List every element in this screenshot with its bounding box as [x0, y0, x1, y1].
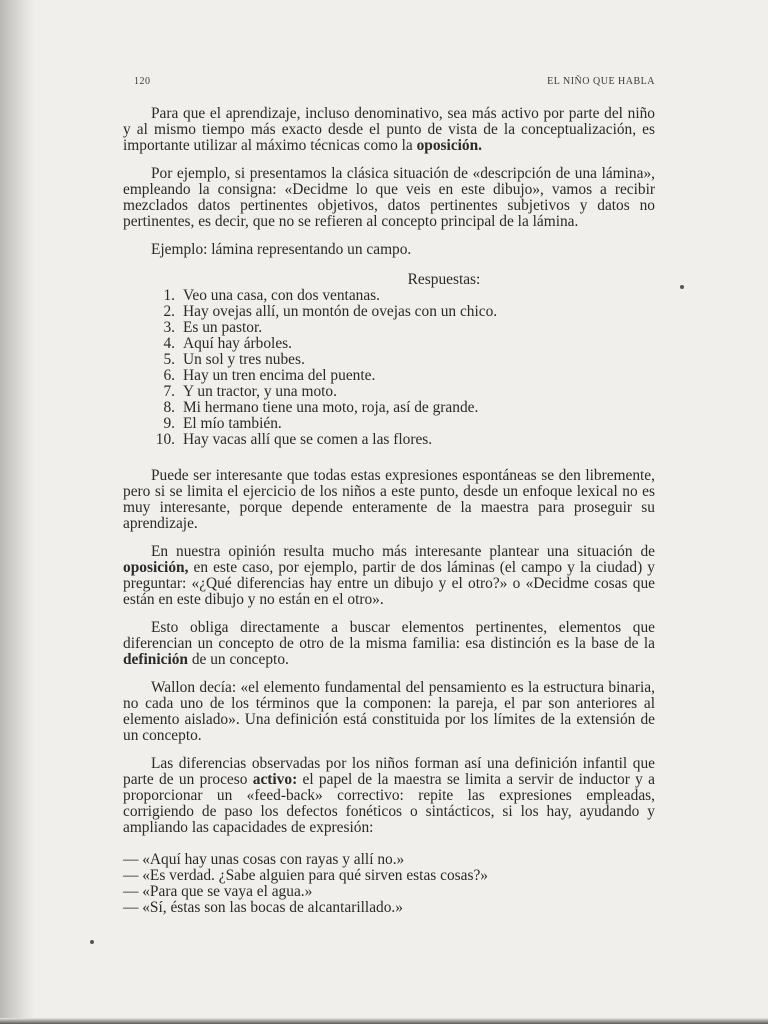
dialogue-line: — «Es verdad. ¿Sabe alguien para qué sirven estas cosas?» [123, 867, 488, 884]
paragraph-example: Ejemplo: lámina representando un campo. [151, 241, 412, 258]
answer-item [155, 416, 655, 432]
paragraph-1: Para que el aprendizaje, incluso denominativo, sea más activo por parte del niño y al mismo tiempo más exacto desde el punto de vista de la conceptualización, es importante utilizar al máximo técnicas como la oposición. [123, 105, 655, 154]
answer-number: 2. [163, 303, 175, 320]
answer-text: Un sol y tres nubes. [183, 351, 305, 368]
answer-number: 5. [163, 351, 175, 368]
book-title: EL NIÑO QUE HABLA [547, 76, 655, 87]
answer-item [155, 384, 655, 400]
speck-mark [680, 285, 684, 289]
answer-text: Aquí hay árboles. [183, 335, 292, 352]
answer-number: 8. [163, 399, 175, 416]
body-text [123, 106, 655, 916]
answer-item [155, 320, 655, 336]
answer-number: 9. [163, 415, 175, 432]
answer-text: El mío también. [183, 415, 282, 432]
paragraph-2: Por ejemplo, si presentamos la clásica situación de «descripción de una lámina», empleando la consigna: «Decidme lo que veis en este dibujo», vamos a recibir mezclados datos pertinentes objetivos, datos pertinentes subjetivos y datos no pertinentes, es decir, que no se refieren al concepto principal de la lámina. [123, 165, 655, 230]
answers-title: Respuestas: [407, 271, 481, 288]
paragraph-8: Las diferencias observadas por los niños forman así una definición infantil que parte de un proceso activo: el papel de la maestra se limita a servir de inductor y a proporcionar un «feed-back» correctivo: repite las expresiones empleadas, corrigiendo de paso los defectos fonéticos o sintácticos, si los hay, ayudando y ampliando las capacidades de expresión: [123, 755, 655, 836]
answer-item [155, 400, 655, 416]
answer-number: 1. [163, 287, 175, 304]
answer-text: Y un tractor, y una moto. [183, 383, 337, 400]
dialogue-line: — «Sí, éstas son las bocas de alcantarillado.» [123, 899, 403, 916]
answer-number: 7. [163, 383, 175, 400]
page-number: 120 [134, 76, 151, 87]
answer-item [155, 352, 655, 368]
answer-item [155, 288, 655, 304]
answer-number: 6. [163, 367, 175, 384]
paragraph-4: Puede ser interesante que todas estas expresiones espontáneas se den libremente, pero si se limita el ejercicio de los niños a este punto, desde un enfoque lexical no es muy interesante, porque depende enteramente de la maestra para proseguir su aprendizaje. [123, 467, 655, 532]
bold-term: oposición, [123, 559, 189, 576]
paragraph-5: En nuestra opinión resulta mucho más interesante plantear una situación de oposición, en este caso, por ejemplo, partir de dos láminas (el campo y la ciudad) y preguntar: «¿Qué diferencias hay entre un dibujo y el otro?» o «Decidme cosas que están en este dibujo y no están en el otro». [123, 543, 655, 608]
answer-text: Hay ovejas allí, un montón de ovejas con un chico. [183, 303, 498, 320]
answer-text: Hay vacas allí que se comen a las flores. [183, 431, 433, 448]
answer-text: Es un pastor. [183, 319, 263, 336]
answer-item [155, 304, 655, 320]
bold-term: definición [123, 651, 188, 668]
answer-text: Veo una casa, con dos ventanas. [183, 287, 381, 304]
answer-number: 3. [163, 319, 175, 336]
answer-item [155, 368, 655, 384]
answers-list [155, 288, 655, 448]
answer-text: Hay un tren encima del puente. [183, 367, 376, 384]
answer-text: Mi hermano tiene una moto, roja, así de grande. [183, 399, 479, 416]
bold-term: oposición. [416, 137, 483, 154]
paragraph-7: Wallon decía: «el elemento fundamental del pensamiento es la estructura binaria, no cada uno de los términos que la componen: la pareja, el par son anteriores al elemento aislado». Una definición está constituida por los límites de la extensión de un concepto. [123, 679, 655, 744]
dialogue-line: — «Para que se vaya el agua.» [123, 883, 313, 900]
dialogue-line: — «Aquí hay unas cosas con rayas y allí no.» [123, 851, 405, 868]
paragraph-6: Esto obliga directamente a buscar elementos pertinentes, elementos que diferencian un concepto de otro de la misma familia: esa distinción es la base de la definición de un concepto. [123, 619, 655, 668]
answer-number: 4. [163, 335, 175, 352]
speck-mark [90, 940, 94, 944]
answer-item [155, 432, 655, 448]
dialogue-list [123, 852, 655, 916]
answer-number: 10. [155, 431, 175, 448]
page-bottom-edge [0, 1018, 768, 1024]
bold-term: activo: [252, 771, 298, 788]
answer-item [155, 336, 655, 352]
